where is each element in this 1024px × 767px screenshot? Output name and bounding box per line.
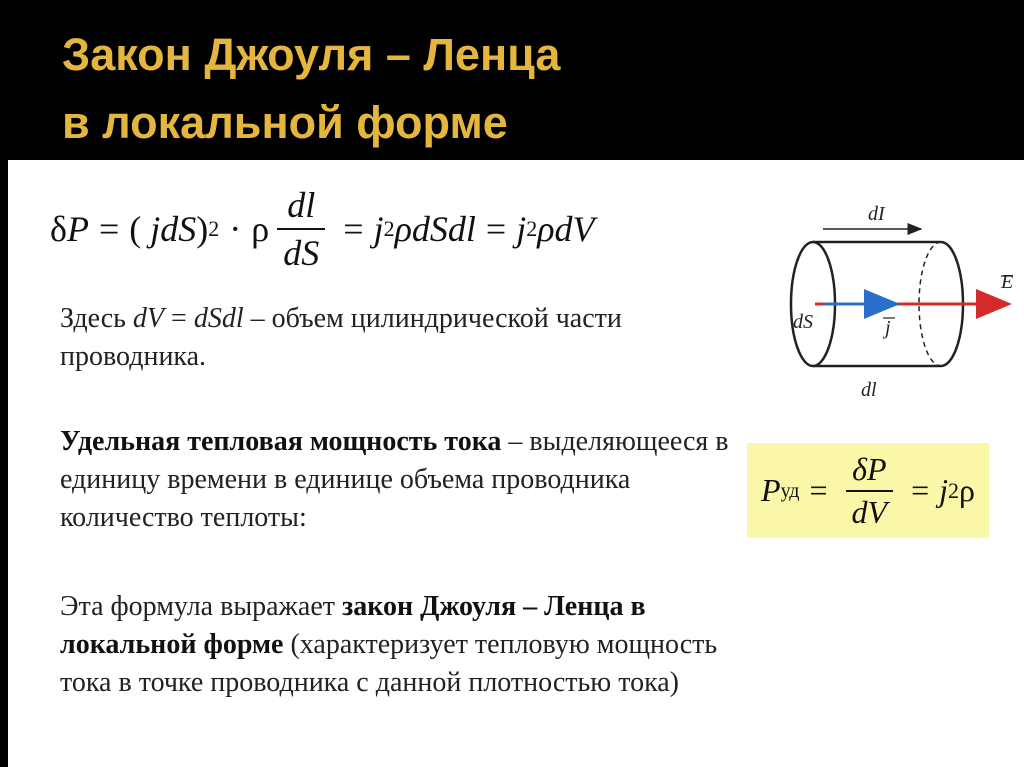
equals-sign: = — [98, 209, 120, 249]
specific-power-term: Удельная тепловая мощность тока — [60, 426, 502, 457]
slide-content — [8, 160, 1024, 767]
text-segment: Здесь — [60, 303, 133, 334]
specific-power-formula-box — [747, 443, 989, 538]
label-j: j — [885, 317, 891, 339]
specific-power-formula: P уд = $\frac{\delta P}{dV}$ = j 2 ρ — [761, 450, 975, 530]
equals-sign-2: = — [911, 472, 930, 508]
label-dl-bottom: dl — [861, 379, 877, 401]
text-segment: = — [164, 303, 194, 334]
conclusion-paragraph — [60, 588, 760, 702]
dp-over-dv-fraction — [846, 451, 894, 531]
fraction-numerator: dl — [287, 185, 316, 225]
text-segment: – выделяющееся в единицу времени в единице объема проводника количество теплоты: — [60, 426, 729, 533]
rho-symbol: ρ — [251, 209, 270, 249]
label-dl-top: dI — [868, 203, 885, 225]
equals-sign: = — [809, 472, 828, 508]
dsdl-symbol: dSdl — [193, 303, 244, 334]
dot-operator: · — [229, 209, 242, 249]
equals-sign-2: = — [343, 209, 364, 249]
equals-sign-3: = — [485, 209, 507, 249]
title-line-2: в локальной форме — [62, 97, 508, 148]
text-segment: (характеризует тепловую мощность тока в точке проводника с данной плотностью тока) — [60, 629, 718, 698]
fraction-denominator: dV — [846, 490, 894, 531]
label-e: E — [1001, 271, 1014, 293]
definition-paragraph — [60, 300, 760, 376]
title-bar — [0, 0, 1024, 160]
specific-power-paragraph — [60, 423, 760, 537]
conductor-cylinder-diagram — [773, 202, 1023, 402]
law-name: закон Джоуля – Ленца в локальной форме — [60, 591, 646, 660]
j-symbol: j — [373, 209, 384, 249]
main-formula: δ P = ( jdS ) 2 · ρ $\frac{dl}{dS}$ = j 2 ρdSdl = j 2 ρdV — [50, 185, 595, 273]
rho-dsdl-term: ρdSdl — [394, 209, 476, 249]
delta-symbol: δ — [50, 209, 67, 249]
open-paren: ( — [129, 209, 142, 249]
j-symbol-2: j — [516, 209, 527, 249]
fraction-numerator: δP — [852, 450, 887, 487]
title-line-1: Закон Джоуля – Ленца — [62, 29, 561, 80]
close-paren: ) — [196, 209, 209, 249]
rho-dv-term: ρdV — [537, 209, 595, 249]
power-symbol: P — [66, 209, 89, 249]
dl-over-ds-fraction — [277, 184, 325, 274]
jds-term: jdS — [150, 209, 197, 249]
j-symbol: j — [939, 472, 949, 508]
text-segment: – объем цилиндрической части проводника. — [60, 303, 622, 372]
label-ds: dS — [793, 311, 813, 333]
fraction-denominator: dS — [277, 228, 325, 274]
text-segment: Эта формула выражает — [60, 591, 342, 622]
dv-symbol: dV — [132, 303, 165, 334]
rho-symbol: ρ — [959, 472, 975, 508]
p-symbol: P — [761, 472, 781, 508]
